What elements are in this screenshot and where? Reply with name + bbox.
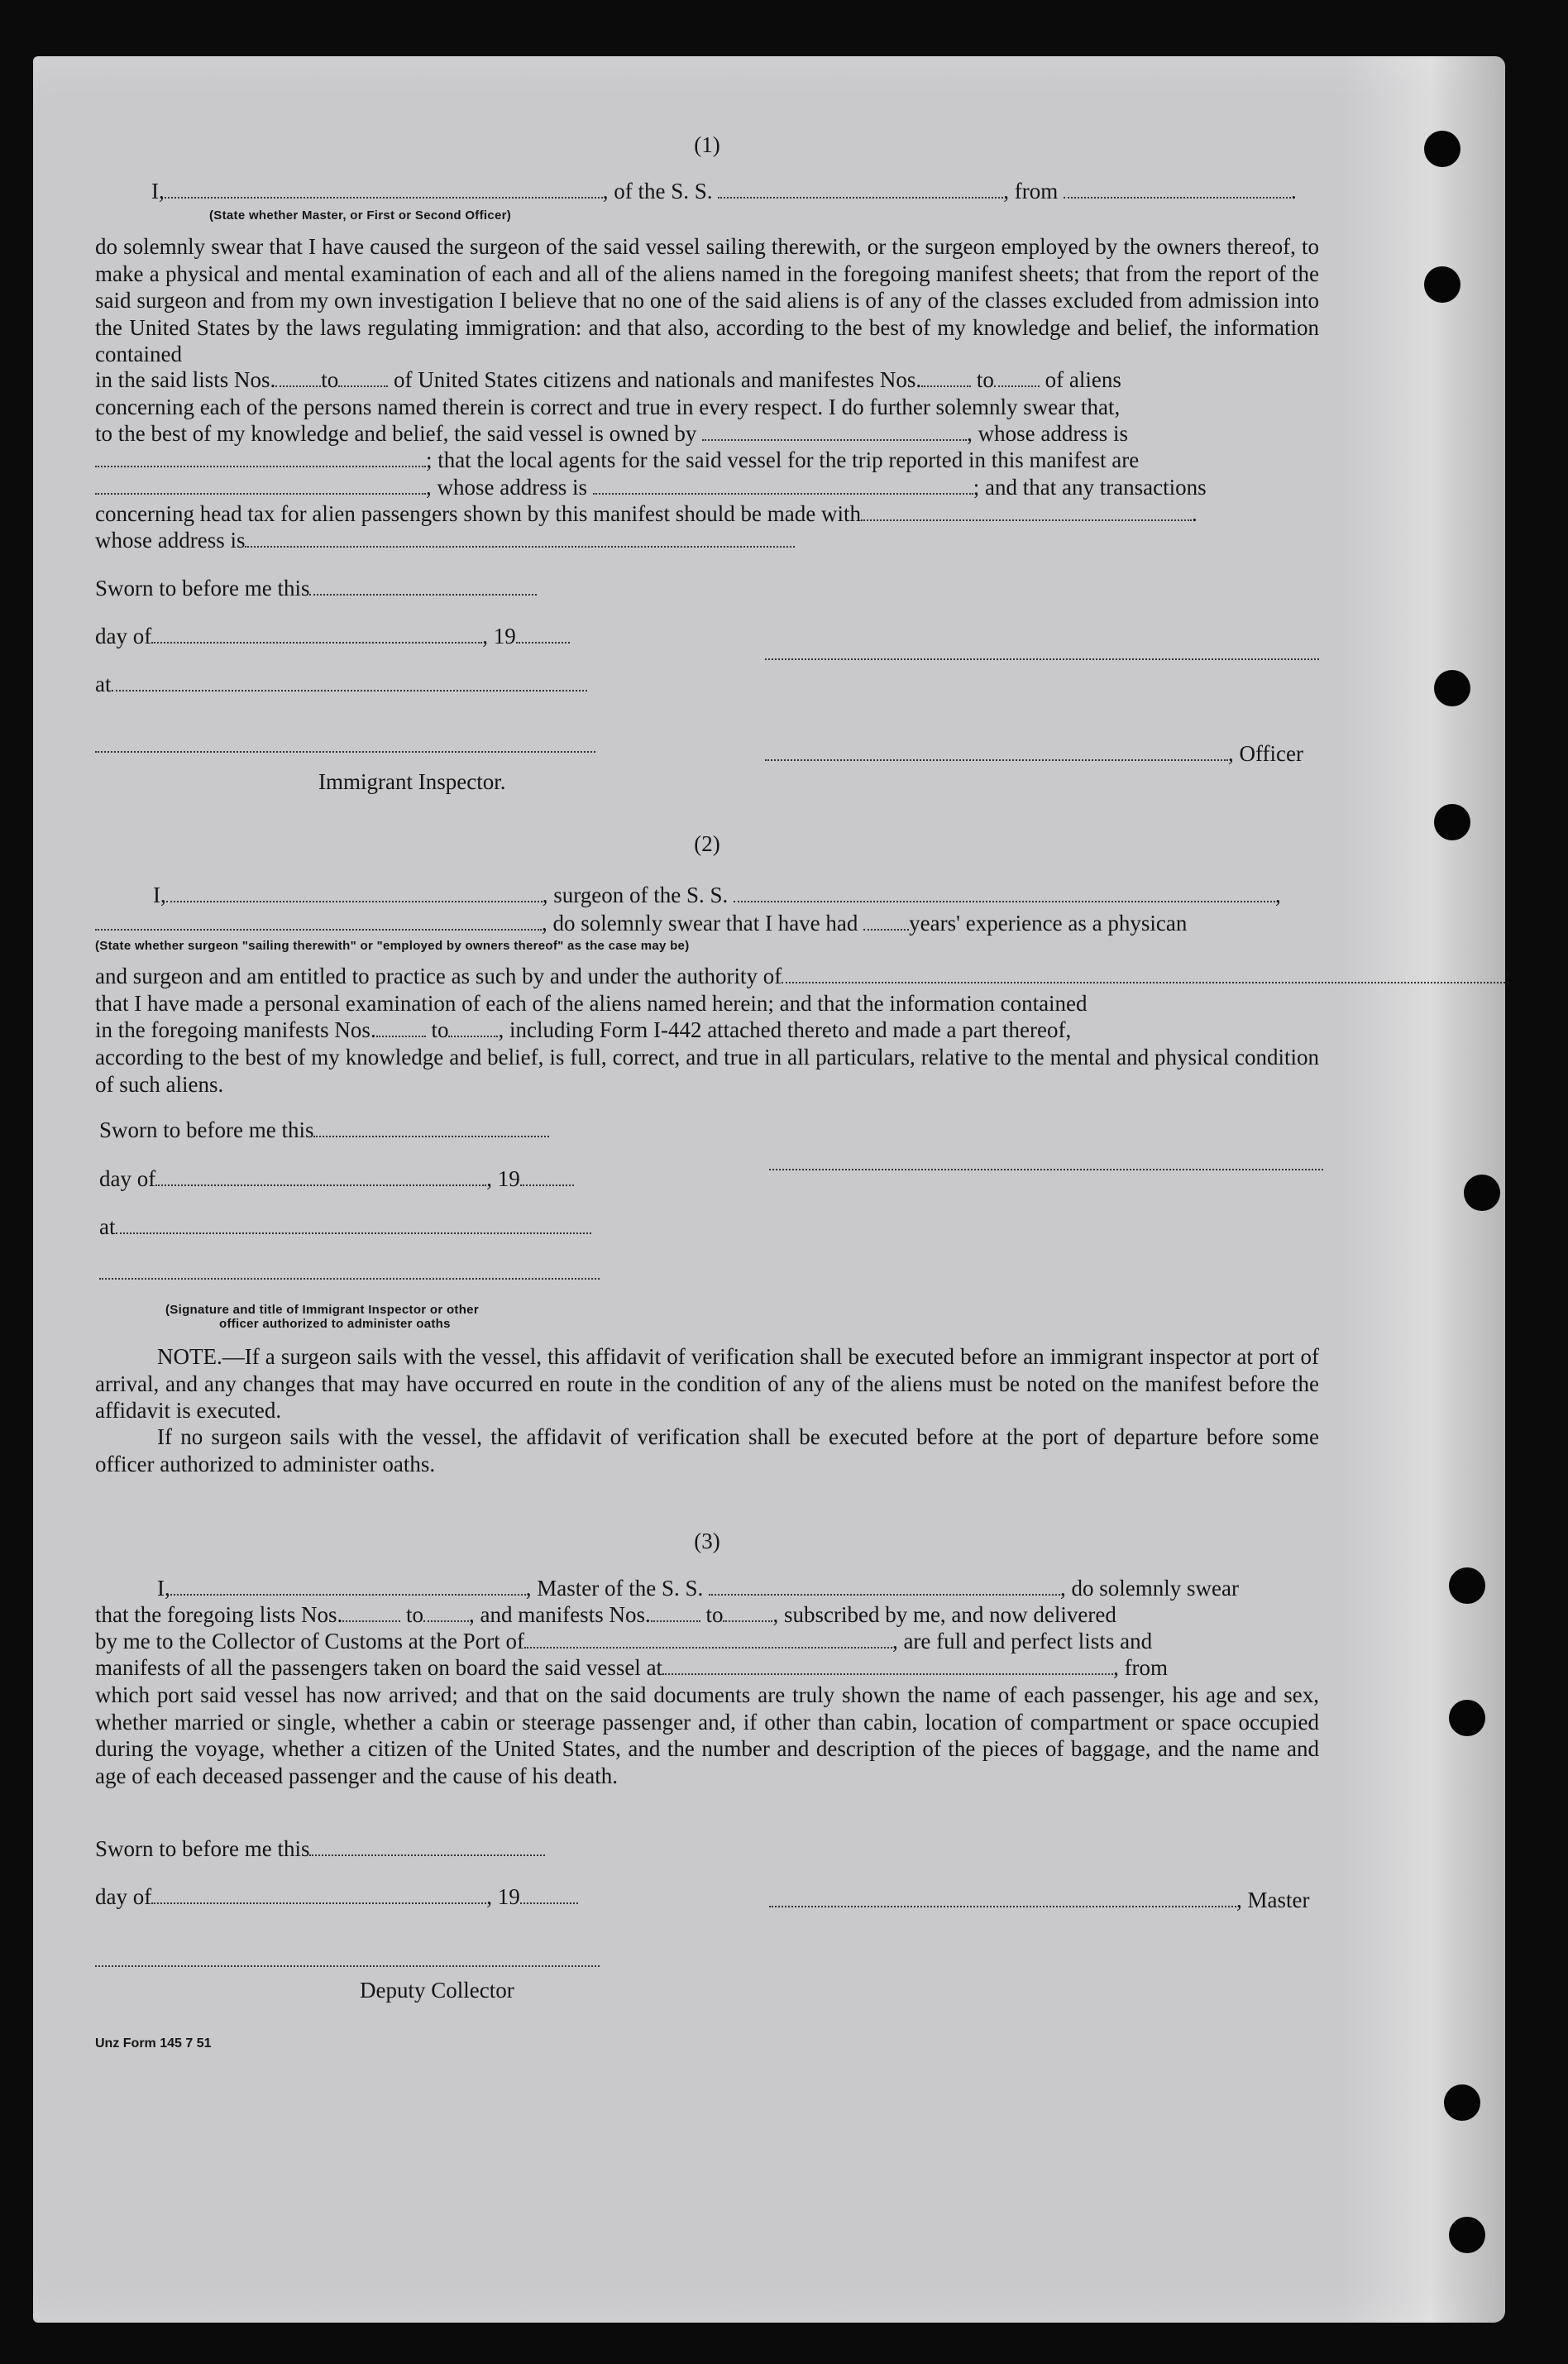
master-line: I, , of the S. S. , from . (151, 179, 1297, 203)
sworn-line: Sworn to before me this (99, 1117, 549, 1143)
years-field[interactable] (863, 911, 909, 931)
master-name-field[interactable] (170, 1576, 526, 1596)
surgeon-vessel-field[interactable] (734, 883, 1275, 902)
sworn-line: Sworn to before me this (95, 1836, 545, 1862)
surgeon-note: (State whether surgeon "sailing therewith" or "employed by owners thereof" as the case may be) (95, 939, 690, 953)
at-field[interactable] (116, 1214, 591, 1234)
sworn-line: Sworn to before me this (95, 576, 537, 601)
at-field[interactable] (112, 672, 587, 691)
punch-hole (1449, 1700, 1485, 1736)
day-line: day of , 19 (95, 624, 570, 649)
year-field[interactable] (520, 1884, 578, 1904)
inspector-signature-line[interactable] (99, 1278, 600, 1280)
head-tax-line: concerning head tax for alien passengers shown by this manifest should be made with . (95, 501, 1198, 526)
from-field[interactable] (1064, 179, 1291, 199)
month-field[interactable] (151, 1884, 486, 1904)
name-field[interactable] (165, 179, 603, 199)
surgeon-signature-line[interactable] (769, 1169, 1323, 1170)
head-tax-address-field[interactable] (245, 528, 795, 548)
manifest-to-field[interactable] (994, 367, 1040, 387)
deputy-signature-line[interactable] (95, 1965, 600, 1967)
boarded-at-field[interactable] (662, 1655, 1113, 1675)
punch-hole (1434, 804, 1470, 840)
agent-address-line: , whose address is ; and that any transactions (95, 475, 1207, 500)
sworn-day-field[interactable] (313, 1117, 549, 1137)
lists-line: in the said lists Nos. to of United States citizens and nationals and manifestes Nos. to of aliens (95, 367, 1121, 392)
owned-line: to the best of my knowledge and belief, the said vessel is owned by , whose address is (95, 421, 1129, 446)
manifests-line: in the foregoing manifests Nos. to , including Form I-442 attached thereto and made a part thereof, (95, 1017, 1072, 1042)
port-field[interactable] (524, 1629, 892, 1649)
condition-paragraph: according to the best of my knowledge and belief, is full, correct, and true in all particulars, relative to the mental and physical condition of such aliens. (95, 1045, 1319, 1097)
inspector-signature-line[interactable] (95, 751, 595, 753)
manifest-to-field[interactable] (448, 1017, 498, 1037)
examination-paragraph: that I have made a personal examination of each of the aliens named herein; and that the information contained (95, 991, 1088, 1016)
punch-hole (1424, 266, 1460, 303)
punch-hole (1444, 2084, 1480, 2121)
section-number: (2) (694, 831, 720, 856)
sworn-day-field[interactable] (309, 1836, 545, 1856)
master-signature-field[interactable] (769, 1888, 1236, 1907)
authority-field[interactable] (782, 964, 1505, 983)
officer-line: , Officer (765, 741, 1303, 767)
punch-hole (1464, 1175, 1500, 1211)
note-paragraph: NOTE.—If a surgeon sails with the vessel, this affidavit of verification shall be executed before an immigrant inspector at port of arrival, and any changes that may have occurred en route in the condition of any of the aliens must be noted on the manifest before the affidavit is executed. (95, 1344, 1319, 1423)
authority-line: and surgeon and am entitled to practice as such by and under the authority of ; (95, 964, 1512, 988)
lists-line: that the foregoing lists Nos. to , and manifests Nos. to , subscribed by me, and now delivered (95, 1602, 1116, 1627)
section-number: (1) (694, 132, 720, 157)
year-field[interactable] (520, 1166, 574, 1186)
month-field[interactable] (155, 1166, 486, 1186)
note-paragraph: If no surgeon sails with the vessel, the affidavit of verification shall be executed before at the port of departure before some officer authorized to administer oaths. (95, 1424, 1319, 1476)
agent-field[interactable] (95, 475, 426, 495)
list-from-field[interactable] (275, 367, 321, 387)
surgeon-line: I, , surgeon of the S. S. , (153, 883, 1281, 907)
list-to-field[interactable] (338, 367, 388, 387)
manifest-to-field[interactable] (723, 1602, 772, 1622)
punch-hole (1449, 2217, 1485, 2253)
head-tax-field[interactable] (861, 501, 1192, 521)
manifest-from-field[interactable] (376, 1017, 426, 1037)
passengers-paragraph: which port said vessel has now arrived; and that on the said documents are truly shown the name of each passenger, his age and sex, whether married or single, whether a cabin or steerage passenger and, if other than cabin, location of compartment or space occupied during the voyage, whether a citizen of the United States, and the number and description of the pieces of baggage, and the name and age of each deceased passenger and the cause of his death. (95, 1682, 1319, 1788)
at-line: at (95, 672, 587, 697)
owner-field[interactable] (702, 421, 967, 441)
master-line: I, , Master of the S. S. , do solemnly swear (157, 1576, 1239, 1601)
list-to-field[interactable] (423, 1602, 469, 1622)
master-signature-line: , Master (769, 1888, 1309, 1913)
deputy-label: Deputy Collector (360, 1978, 514, 2003)
surgeon-type-field[interactable] (95, 911, 542, 931)
master-vessel-field[interactable] (709, 1576, 1060, 1596)
punch-hole (1434, 670, 1470, 706)
punch-hole (1449, 1567, 1485, 1604)
day-line: day of , 19 (95, 1884, 578, 1910)
punch-hole (1424, 131, 1460, 167)
officer-note: (State whether Master, or First or Second Officer) (209, 208, 512, 223)
form-number: Unz Form 145 7 51 (95, 2036, 212, 2051)
whose-address-line: whose address is (95, 528, 795, 553)
manifest-from-field[interactable] (651, 1602, 700, 1622)
owner-address-field[interactable] (95, 447, 426, 467)
year-field[interactable] (516, 624, 570, 644)
signature-note: (Signature and title of Immigrant Inspector or other (165, 1303, 479, 1317)
section-number: (3) (694, 1529, 720, 1553)
agents-line: ; that the local agents for the said vessel for the trip reported in this manifest are (95, 447, 1139, 473)
list-from-field[interactable] (342, 1602, 400, 1622)
sworn-day-field[interactable] (309, 576, 537, 596)
surgeon-name-field[interactable] (166, 883, 543, 902)
experience-line: , do solemnly swear that I have had years' experience as a physican (95, 911, 1187, 936)
vessel-field[interactable] (718, 179, 1003, 199)
port-line: by me to the Collector of Customs at the Port of , are full and perfect lists and (95, 1629, 1153, 1653)
officer-signature-field[interactable] (765, 741, 1228, 761)
oath-paragraph: do solemnly swear that I have caused the surgeon of the said vessel sailing therewith, or the surgeon employed by the owners thereof, to make a physical and mental examination of each and all of the aliens named in the foregoing manifest sheets; that from the report of the said surgeon and from my own investigation I believe that no one of the said aliens is of any of the classes excluded from admission into the United States by the laws regulating immigration: and that also, according to the best of my knowledge and belief, the information contained (95, 234, 1319, 366)
at-line: at (99, 1214, 591, 1240)
boarded-line: manifests of all the passengers taken on board the said vessel at , from (95, 1655, 1169, 1680)
correct-paragraph: concerning each of the persons named therein is correct and true in every respect. I do further solemnly swear that, (95, 395, 1121, 419)
manifest-from-field[interactable] (921, 367, 971, 387)
signature-line[interactable] (765, 658, 1319, 660)
day-line: day of , 19 (99, 1166, 574, 1192)
signature-note: officer authorized to administer oaths (219, 1317, 451, 1331)
inspector-label: Immigrant Inspector. (318, 769, 506, 794)
agent-address-field[interactable] (593, 475, 973, 495)
month-field[interactable] (151, 624, 482, 644)
